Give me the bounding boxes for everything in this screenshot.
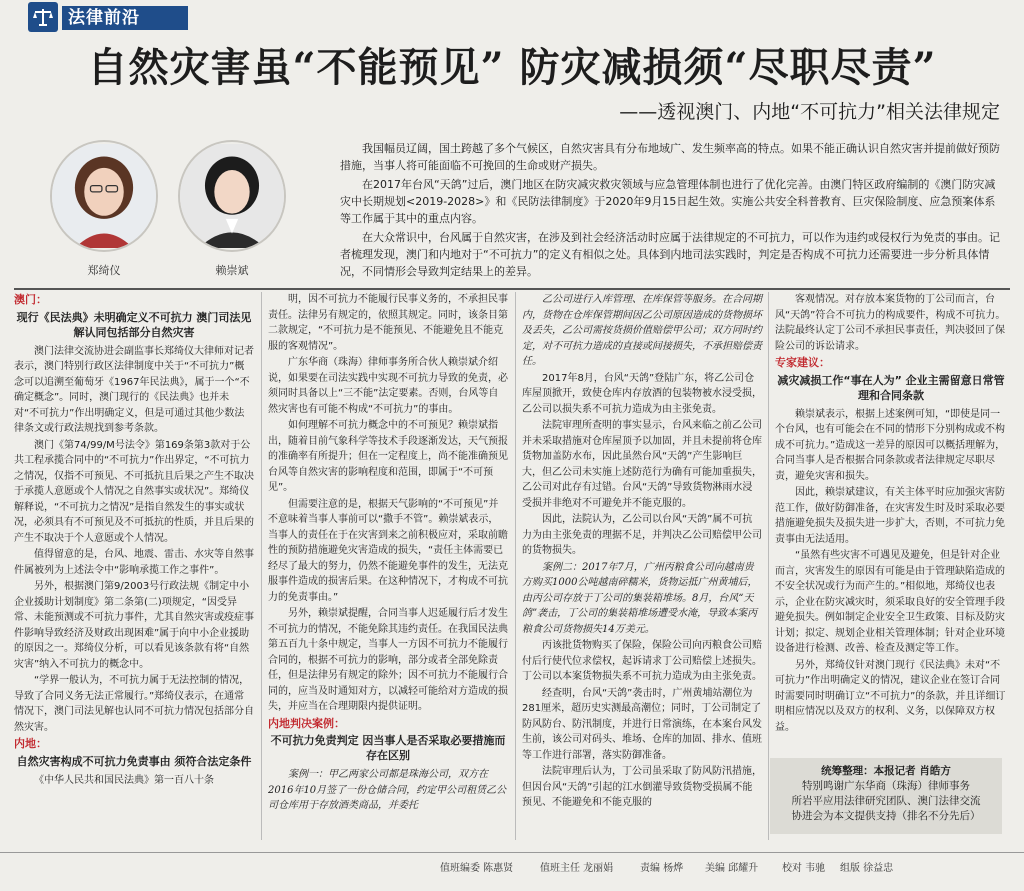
case-label: 内地判决案例： bbox=[268, 716, 345, 730]
editorial-footer bbox=[0, 852, 1024, 891]
column-divider bbox=[768, 292, 769, 840]
column-4 bbox=[775, 292, 1007, 736]
headline: 自然灾害虽“不能预见” 防灾减损须“尽职尽责” bbox=[87, 44, 937, 91]
portrait-caption-zheng: 郑绮仪 bbox=[87, 264, 121, 277]
paragraph: 但需要注意的是，根据天气影响的“不可预见”并不意味着当事人事前可以“撒手不管”。赖崇斌表示，当事人的责任在于在灾害到来之前积极应对，采取前瞻性的预防措施避免灾害造成的损失，“责任主体需要已经尽了最大的努力，仍然不能避免事件的发生，无法克服事件造成的损害后果。在这种情况下，才构成不可抗力的免责事由。” bbox=[268, 498, 508, 603]
paragraph: 经查明，台风“天鸽”袭击时，广州黄埔站潮位为281厘米，超历史实测最高潮位；同时，丁公司制定了防风防台、防汛制度，并进行日常演练，在本案台风发生前，该公司对码头、堆场、仓库的加固、排水、值班等工作进行部署，落实防御准备。 bbox=[522, 687, 762, 761]
section-banner bbox=[0, 0, 1024, 36]
macau-label: 澳门： bbox=[14, 293, 47, 306]
case-paragraph: 案例二：2017年7月，广州丙粮食公司向越南贵方购买1000公吨越南碎糯米，货物运抵广州黄埔后，由丙公司存放于丁公司的集装箱堆场。8月，台风“天鸽”袭击，丁公司的集装箱堆场遭受水淹，导致本案丙粮食公司货物损失14万美元。 bbox=[522, 561, 758, 635]
paragraph: 澳门《第74/99/M号法令》第169条第3款对于公共工程承揽合同中的“不可抗力”作出界定，“不可抗力之情况，仅指不可预见、不可抵抗且后果之产生不取决于承揽人意愿或个人情况之自然事实或状况”。郑绮仪解释说，“不可抗力之情况”是指自然发生的事实或状况，必须具有不可预见及不可抵抗的性质，并且后果的产生不取决于个人意愿或个人情况。 bbox=[14, 439, 254, 544]
column-2 bbox=[268, 292, 508, 815]
case-paragraph: 案例一：甲乙两家公司都是珠海公司，双方在2016年10月签了一份仓储合同，约定甲公司租赁乙公司仓库用于存放酒类商品，并委托 bbox=[268, 769, 507, 811]
footer-credit: 责编 杨烨 bbox=[640, 863, 684, 874]
law-scales-icon bbox=[28, 2, 58, 32]
footer-credit: 值班主任 龙丽娟 bbox=[540, 863, 614, 874]
footer-credit: 校对 韦驰 bbox=[782, 863, 826, 874]
portrait-caption-lai: 赖崇斌 bbox=[215, 264, 249, 277]
intro-text bbox=[340, 140, 1000, 282]
section-title: 法律前沿 bbox=[62, 6, 188, 30]
paragraph: 另外，赖崇斌提醒，合同当事人迟延履行后才发生不可抗力的情况，不能免除其违约责任。在我国民法典第五百九十条中规定，当事人一方因不可抗力不能履行合同的，根据不可抗力的影响，部分或者全部免除责任，但是法律另有规定的除外；因不可抗力不能履行合同的，应当及时通知对方，以减轻可能给对方造成的损失，并应当在合理期限内提供证明。 bbox=[268, 608, 508, 712]
paragraph: 丙该批货物购买了保险，保险公司向丙粮食公司赔付后行使代位求偿权，起诉请求丁公司赔偿上述损失。丁公司以本案货物损失系不可抗力造成为由主张免责。 bbox=[522, 640, 762, 682]
footer-credit: 组版 徐益忠 bbox=[840, 863, 894, 874]
footer-credit: 值班编委 陈惠贤 bbox=[440, 863, 514, 874]
paragraph: 另外，根据澳门第9/2003号行政法规《制定中小企业援助计划制度》第二条第(二)项规定，“因受异常、未能预测或不可抗力事件，尤其自然灾害或疫症事件影响导致经济及财政出现困难”属于向中小企业援助的原因之一。郑绮仪分析，可以看见该条款有将“自然灾害”纳入不可抗力的概念中。 bbox=[14, 581, 254, 670]
intro-paragraph: 在2017年台风“天鸽”过后，澳门地区在防灾减灾救灾领域与应急管理体制也进行了优化完善。由澳门特区政府编制的《澳门防灾减灾中长期规划<2019-2028>》和《民防法律制度》于2020年9月15日起生效。实施公共安全科普教育、巨灾保险制度、应急预案体系等工作属于其中的重点内容。 bbox=[340, 178, 996, 225]
intro-paragraph: 我国幅员辽阔，国土跨越了多个气候区，自然灾害具有分布地域广、发生频率高的特点。如果不能正确认识自然灾害并提前做好预防措施，当事人将可能面临不可挽回的生命或财产损失。 bbox=[340, 142, 1000, 172]
credit-line: 统筹整理：本报记者 肖皓方 bbox=[821, 765, 951, 777]
mainland-label: 内地： bbox=[14, 737, 47, 750]
paragraph: “学界一般认为，不可抗力属于无法控制的情况，导致了合同义务无法正常履行。”郑绮仪表示，在通常情况下，澳门司法见解也认同不可抗力情况包括部分自然灾害。 bbox=[14, 675, 254, 733]
paragraph: 法院审理后认为，丁公司虽采取了防风防汛措施，但因台风“天鸽”引起的江水倒灌导致货物受损属不能预见、不能避免和不能克服的 bbox=[522, 766, 762, 808]
column-1 bbox=[14, 292, 254, 789]
footer-credit: 美编 邱耀升 bbox=[705, 863, 759, 874]
macau-section-title: 现行《民法典》未明确定义不可抗力 澳门司法见解认同包括部分自然灾害 bbox=[16, 310, 252, 339]
portrait-lai bbox=[178, 140, 286, 252]
paragraph: 如何理解不可抗力概念中的不可预见？赖崇斌指出，随着目前气象科学等技术手段逐渐发达，天气预报的准确率有所提升；但在一定程度上，尚不能准确预见台风等自然灾害的影响程度和范围，即属于“不可预见”。 bbox=[268, 420, 508, 493]
paragraph: “虽然有些灾害不可遇见及避免，但是针对企业而言，灾害发生的原因有可能是由于管理缺陷造成的不安全状况或行为而产生的。”相似地，郑绮仪也表示，企业在防灾减灾时，须采取良好的安全管理手段避免损失。例如制定企业安全卫生政策、目标及防灾计划；拟定、规划企业相关管理体制；针对企业环境设备进行检测、改善、检查及测定等工作。 bbox=[775, 550, 1005, 654]
advice-section-title: 减灾减损工作“事在人为” 企业主需留意日常管理和合同条款 bbox=[777, 373, 1005, 402]
paragraph: 明，因不可抗力不能履行民事义务的，不承担民事责任。法律另有规定的，依照其规定。同时，该条目第二款规定，“不可抗力是不能预见、不能避免且不能克服的客观情况”。 bbox=[268, 294, 508, 352]
mainland-section-title: 自然灾害构成不可抗力免责事由 须符合法定条件 bbox=[16, 754, 252, 768]
paragraph: 因此，法院认为，乙公司以台风“天鸽”属不可抗力为由主张免责的理据不足，并判决乙公司赔偿甲公司的货物损失。 bbox=[522, 514, 762, 556]
intro-paragraph: 在大众常识中，台风属于自然灾害，在涉及到社会经济活动时应属于法律规定的不可抗力，可以作为违约或侵权行为免责的事由。记者梳理发现，澳门和内地对于“不可抗力”的定义有相似之处。具体到内地司法实践时，判定是否构成不可抗力还需要进一步分析具体情况，不同情形会导致判定结果上的差异。 bbox=[340, 231, 1000, 278]
credit-line: 协进会为本文提供支持（排名不分先后） bbox=[791, 810, 981, 822]
paragraph: 客观情况。对存放本案货物的丁公司而言，台风“天鸽”符合不可抗力的构成要件，构成不可抗力。法院最终认定丁公司不承担民事责任，判决驳回了保险公司的诉讼请求。 bbox=[775, 294, 1006, 352]
credit-line: 所岩平应用法律研究团队、澳门法律交流 bbox=[791, 795, 981, 807]
paragraph: 法院审理所查明的事实显示，台风来临之前乙公司并未采取措施对仓库屋顶予以加固，并且未提前将仓库货物加盖防水布，因此虽然台风“天鸽”产生影响巨大，但乙公司未实施上述防范行为确有可能加重损失，乙公司对此存有过错。台风“天鸽”导致货物淋雨水浸受损并非绝对不可避免并不能克服的。 bbox=[522, 420, 762, 509]
credit-box bbox=[770, 758, 1002, 834]
divider bbox=[14, 288, 1010, 290]
paragraph: 《中华人民共和国民法典》第一百八十条 bbox=[34, 774, 214, 786]
paragraph: 澳门法律交流协进会副监事长郑绮仪大律师对记者表示，澳门特别行政区法律制度中关于“不可抗力”概念可以追溯至葡萄牙《1967年民法典》，属于一个“不确定概念”。同时，澳门现行的《民法典》也并未对“不可抗力”作出明确定义，但是可通过其他少数法律条文或行政法规找到参考条款。 bbox=[14, 345, 254, 434]
paragraph: 2017年8月，台风“天鸽”登陆广东，将乙公司仓库屋顶掀开，致使仓库内存放酒的包装物被水浸受损，乙公司以损失系不可抗力造成为由主张免责。 bbox=[522, 372, 762, 415]
case-section-title: 不可抗力免责判定 因当事人是否采取必要措施而存在区别 bbox=[270, 734, 506, 762]
paragraph: 值得留意的是，台风、地震、雷击、水灾等自然事件属被列为上述法令中“影响承揽工作之事件”。 bbox=[14, 549, 254, 576]
column-divider bbox=[261, 292, 262, 840]
paragraph: 赖崇斌表示，根据上述案例可知，“即使是同一个台风，也有可能会在不同的情形下分别构成或不构成不可抗力。”造成这一差异的原因可以概括理解为，合同当事人是否根据合同条款或者法律规定尽职尽责，避免灾害和损失。 bbox=[775, 408, 1006, 482]
paragraph: 广东华商（珠海）律师事务所合伙人赖崇斌介绍说，如果要在司法实践中实现不可抗力导致的免责，必须同时具备以上“三不能”法定要素。否则，台风等自然灾害也有可能不构成“不可抗力”的事由。 bbox=[268, 357, 508, 415]
paragraph: 另外，郑绮仪针对澳门现行《民法典》未对“不可抗力”作出明确定义的情况，建议企业在签订合同时需要同时明确订立“不可抗力”的条款，并且详细订明相应情况以及双方的权利、义务，以保障双方权益。 bbox=[775, 659, 1006, 733]
advice-label: 专家建议： bbox=[775, 356, 830, 369]
portrait-zheng bbox=[50, 140, 158, 252]
column-3 bbox=[522, 292, 762, 812]
credit-line: 特别鸣谢广东华商（珠海）律师事务 bbox=[802, 780, 970, 792]
case-paragraph: 乙公司进行入库管理、在库保管等服务。在合同期内，货物在仓库保管期间因乙公司原因造成的货物损坏及丢失，乙公司需按货损价值赔偿甲公司；双方同时约定，对不可抗力造成的直接或间接损失，不承担赔偿责任。 bbox=[522, 294, 762, 367]
paragraph: 因此，赖崇斌建议，有关主体平时应加强灾害防范工作，做好防御准备，在灾害发生时及时采取必要措施避免损失及损失进一步扩大，否则，不可抗力免责事由无法适用。 bbox=[775, 487, 1005, 545]
column-divider bbox=[515, 292, 516, 840]
subheadline: ——透视澳门、内地“不可抗力”相关法律规定 bbox=[619, 101, 1000, 123]
